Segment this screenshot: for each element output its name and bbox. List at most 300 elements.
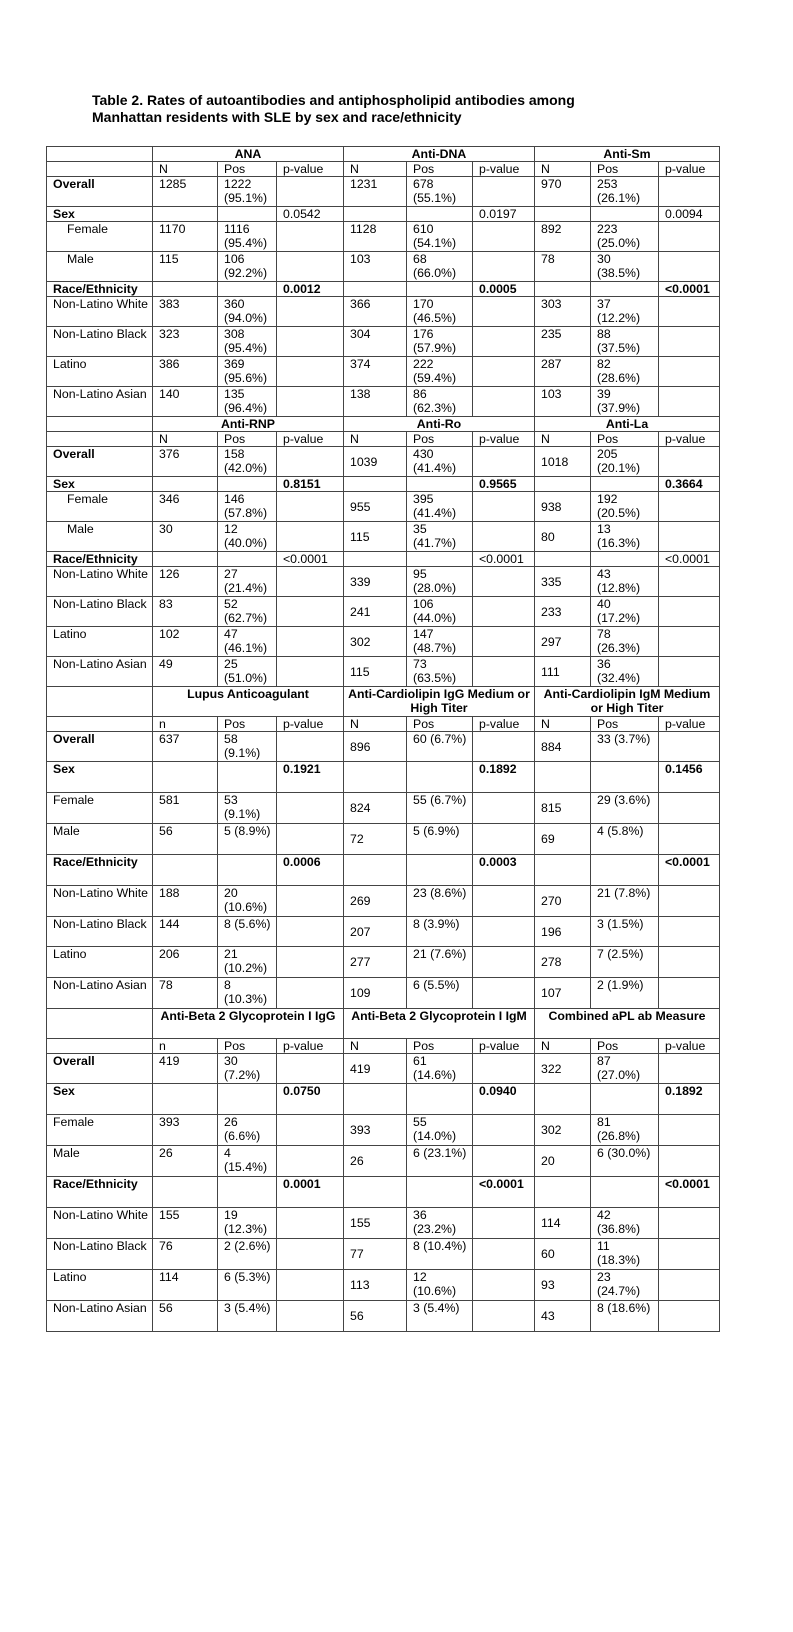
table-row (47, 978, 720, 1009)
table-title-line-2: Manhattan residents with SLE by sex and race/ethnicity (92, 109, 462, 125)
row-label: Sex (47, 477, 153, 492)
positive-cell: 53 (9.1%) (218, 793, 277, 824)
table-row (47, 327, 720, 357)
p-value-cell (277, 1301, 344, 1332)
positive-cell: 7 (2.5%) (591, 947, 659, 978)
positive-cell: 192 (20.5%) (591, 492, 659, 522)
positive-cell: 58 (9.1%) (218, 732, 277, 762)
column-subheader: N (344, 1039, 407, 1054)
count-cell: 376 (153, 447, 218, 477)
p-value-cell (473, 1301, 535, 1332)
p-value-cell: 0.0197 (473, 207, 535, 222)
column-subheader: N (344, 432, 407, 447)
p-value-cell (659, 947, 720, 978)
table-row (47, 1270, 720, 1301)
table-row (47, 1054, 720, 1084)
count-cell: 80 (535, 522, 591, 552)
positive-cell: 106 (92.2%) (218, 252, 277, 282)
p-value-cell (473, 824, 535, 855)
p-value-cell (659, 252, 720, 282)
positive-cell: 176 (57.9%) (407, 327, 473, 357)
p-value-cell (473, 327, 535, 357)
positive-cell: 395 (41.4%) (407, 492, 473, 522)
count-cell: 109 (344, 978, 407, 1009)
column-subheader: N (344, 717, 407, 732)
count-cell: 892 (535, 222, 591, 252)
column-subheader: Pos (218, 162, 277, 177)
positive-cell: 40 (17.2%) (591, 597, 659, 627)
positive-cell: 146 (57.8%) (218, 492, 277, 522)
positive-cell: 86 (62.3%) (407, 387, 473, 417)
positive-cell: 52 (62.7%) (218, 597, 277, 627)
count-cell: 43 (535, 1301, 591, 1332)
p-value-cell: <0.0001 (473, 1177, 535, 1208)
p-value-cell (277, 732, 344, 762)
table-row (47, 477, 720, 492)
positive-cell: 47 (46.1%) (218, 627, 277, 657)
table-row (47, 886, 720, 917)
table-row (47, 282, 720, 297)
table-title-line-1: Table 2. Rates of autoantibodies and antiphospholipid antibodies among (92, 92, 575, 108)
count-cell (153, 552, 218, 567)
row-label: Non-Latino White (47, 567, 153, 597)
p-value-cell (277, 597, 344, 627)
p-value-cell (277, 1146, 344, 1177)
count-cell: 235 (535, 327, 591, 357)
p-value-cell (277, 1239, 344, 1270)
p-value-cell (659, 1146, 720, 1177)
positive-cell: 158 (42.0%) (218, 447, 277, 477)
count-cell: 78 (535, 252, 591, 282)
count-cell: 323 (153, 327, 218, 357)
table-row (47, 1301, 720, 1332)
count-cell: 419 (153, 1054, 218, 1084)
p-value-cell (277, 978, 344, 1009)
positive-cell: 20 (10.6%) (218, 886, 277, 917)
blank-cell (47, 162, 153, 177)
p-value-cell: <0.0001 (277, 552, 344, 567)
count-cell: 302 (535, 1115, 591, 1146)
count-cell: 297 (535, 627, 591, 657)
count-cell: 346 (153, 492, 218, 522)
table-row (47, 447, 720, 477)
section-header-row (47, 1009, 720, 1039)
positive-cell: 5 (6.9%) (407, 824, 473, 855)
count-cell: 393 (153, 1115, 218, 1146)
column-subheader: N (535, 162, 591, 177)
count-cell: 93 (535, 1270, 591, 1301)
table-row (47, 597, 720, 627)
antibody-group-header: Anti-Cardiolipin IgM Medium or High Titer (535, 687, 720, 717)
positive-cell: 11 (18.3%) (591, 1239, 659, 1270)
count-cell: 1231 (344, 177, 407, 207)
p-value-cell (277, 387, 344, 417)
row-label: Female (47, 793, 153, 824)
count-cell: 269 (344, 886, 407, 917)
p-value-cell (659, 327, 720, 357)
antibody-group-header: Lupus Anticoagulant (153, 687, 344, 717)
count-cell (153, 855, 218, 886)
column-subheader: Pos (218, 1039, 277, 1054)
p-value-cell: 0.0005 (473, 282, 535, 297)
count-cell: 56 (153, 824, 218, 855)
positive-cell: 6 (30.0%) (591, 1146, 659, 1177)
count-cell: 60 (535, 1239, 591, 1270)
column-subheader: p-value (659, 1039, 720, 1054)
p-value-cell (659, 978, 720, 1009)
positive-cell: 68 (66.0%) (407, 252, 473, 282)
positive-cell: 43 (12.8%) (591, 567, 659, 597)
row-label: Non-Latino Black (47, 1239, 153, 1270)
count-cell: 241 (344, 597, 407, 627)
positive-cell: 78 (26.3%) (591, 627, 659, 657)
p-value-cell (473, 1239, 535, 1270)
count-cell (535, 855, 591, 886)
count-cell: 114 (153, 1270, 218, 1301)
count-cell: 322 (535, 1054, 591, 1084)
count-cell: 26 (344, 1146, 407, 1177)
positive-cell: 12 (10.6%) (407, 1270, 473, 1301)
count-cell: 207 (344, 917, 407, 947)
count-cell: 581 (153, 793, 218, 824)
count-cell (344, 1177, 407, 1208)
column-subheader: Pos (591, 432, 659, 447)
column-subheader: p-value (277, 162, 344, 177)
p-value-cell: 0.0003 (473, 855, 535, 886)
count-cell: 278 (535, 947, 591, 978)
positive-cell (218, 855, 277, 886)
p-value-cell: <0.0001 (473, 552, 535, 567)
count-cell: 114 (535, 1208, 591, 1239)
row-label: Race/Ethnicity (47, 552, 153, 567)
positive-cell: 369 (95.6%) (218, 357, 277, 387)
row-label: Latino (47, 947, 153, 978)
positive-cell: 222 (59.4%) (407, 357, 473, 387)
positive-cell: 12 (40.0%) (218, 522, 277, 552)
row-label: Non-Latino Asian (47, 657, 153, 687)
positive-cell: 42 (36.8%) (591, 1208, 659, 1239)
p-value-cell (659, 1301, 720, 1332)
positive-cell: 360 (94.0%) (218, 297, 277, 327)
p-value-cell (473, 492, 535, 522)
count-cell: 1170 (153, 222, 218, 252)
count-cell: 374 (344, 357, 407, 387)
table-row (47, 1146, 720, 1177)
column-subheader-row (47, 432, 720, 447)
p-value-cell (473, 978, 535, 1009)
count-cell: 196 (535, 917, 591, 947)
count-cell: 103 (344, 252, 407, 282)
column-subheader: n (153, 717, 218, 732)
p-value-cell (473, 1115, 535, 1146)
count-cell (535, 762, 591, 793)
count-cell: 155 (344, 1208, 407, 1239)
positive-cell: 30 (38.5%) (591, 252, 659, 282)
count-cell: 76 (153, 1239, 218, 1270)
p-value-cell (659, 357, 720, 387)
count-cell (344, 552, 407, 567)
count-cell: 72 (344, 824, 407, 855)
count-cell: 107 (535, 978, 591, 1009)
positive-cell: 29 (3.6%) (591, 793, 659, 824)
table-row (47, 824, 720, 855)
row-label: Non-Latino Asian (47, 387, 153, 417)
table-row (47, 917, 720, 947)
count-cell: 233 (535, 597, 591, 627)
positive-cell (407, 762, 473, 793)
positive-cell: 8 (18.6%) (591, 1301, 659, 1332)
positive-cell: 4 (15.4%) (218, 1146, 277, 1177)
positive-cell: 95 (28.0%) (407, 567, 473, 597)
p-value-cell (277, 1115, 344, 1146)
count-cell: 115 (344, 657, 407, 687)
positive-cell: 170 (46.5%) (407, 297, 473, 327)
column-subheader: p-value (659, 162, 720, 177)
column-subheader: Pos (591, 1039, 659, 1054)
count-cell: 386 (153, 357, 218, 387)
p-value-cell (473, 1146, 535, 1177)
count-cell (535, 1177, 591, 1208)
count-cell: 304 (344, 327, 407, 357)
positive-cell: 81 (26.8%) (591, 1115, 659, 1146)
count-cell (153, 477, 218, 492)
count-cell: 339 (344, 567, 407, 597)
p-value-cell (659, 222, 720, 252)
p-value-cell (659, 1054, 720, 1084)
p-value-cell (277, 177, 344, 207)
positive-cell: 37 (12.2%) (591, 297, 659, 327)
count-cell: 138 (344, 387, 407, 417)
positive-cell: 27 (21.4%) (218, 567, 277, 597)
count-cell: 102 (153, 627, 218, 657)
p-value-cell (473, 793, 535, 824)
table-row (47, 552, 720, 567)
count-cell: 78 (153, 978, 218, 1009)
positive-cell (218, 282, 277, 297)
p-value-cell: 0.0001 (277, 1177, 344, 1208)
table-row (47, 1208, 720, 1239)
p-value-cell (277, 447, 344, 477)
column-subheader-row (47, 1039, 720, 1054)
positive-cell: 1116 (95.4%) (218, 222, 277, 252)
row-label: Sex (47, 762, 153, 793)
count-cell (535, 477, 591, 492)
table-row (47, 1115, 720, 1146)
column-subheader: Pos (407, 162, 473, 177)
column-subheader: N (535, 1039, 591, 1054)
positive-cell: 21 (7.8%) (591, 886, 659, 917)
positive-cell (407, 855, 473, 886)
count-cell (153, 1177, 218, 1208)
p-value-cell (473, 1270, 535, 1301)
positive-cell: 23 (24.7%) (591, 1270, 659, 1301)
positive-cell: 430 (41.4%) (407, 447, 473, 477)
p-value-cell: <0.0001 (659, 855, 720, 886)
p-value-cell (659, 1115, 720, 1146)
row-label: Male (47, 824, 153, 855)
positive-cell (407, 552, 473, 567)
corner-cell (47, 417, 153, 432)
row-label: Race/Ethnicity (47, 1177, 153, 1208)
count-cell (344, 855, 407, 886)
p-value-cell (659, 1239, 720, 1270)
count-cell (535, 207, 591, 222)
positive-cell (591, 477, 659, 492)
count-cell: 383 (153, 297, 218, 327)
row-label: Overall (47, 447, 153, 477)
column-subheader: p-value (277, 1039, 344, 1054)
p-value-cell (277, 522, 344, 552)
p-value-cell (277, 1054, 344, 1084)
column-subheader: p-value (277, 717, 344, 732)
positive-cell (407, 1084, 473, 1115)
positive-cell: 6 (5.5%) (407, 978, 473, 1009)
column-subheader: N (535, 432, 591, 447)
p-value-cell (659, 522, 720, 552)
p-value-cell (277, 824, 344, 855)
positive-cell: 253 (26.1%) (591, 177, 659, 207)
p-value-cell (277, 492, 344, 522)
column-subheader-row (47, 162, 720, 177)
column-subheader: N (153, 162, 218, 177)
positive-cell: 33 (3.7%) (591, 732, 659, 762)
count-cell (153, 282, 218, 297)
positive-cell: 106 (44.0%) (407, 597, 473, 627)
positive-cell: 6 (23.1%) (407, 1146, 473, 1177)
count-cell (344, 477, 407, 492)
positive-cell: 147 (48.7%) (407, 627, 473, 657)
column-subheader: N (535, 717, 591, 732)
positive-cell: 25 (51.0%) (218, 657, 277, 687)
p-value-cell (659, 387, 720, 417)
p-value-cell: 0.0006 (277, 855, 344, 886)
p-value-cell: 0.0940 (473, 1084, 535, 1115)
column-subheader: p-value (473, 432, 535, 447)
positive-cell (407, 1177, 473, 1208)
table-title (92, 92, 732, 126)
antibody-group-header: Anti-Cardiolipin IgG Medium or High Titer (344, 687, 535, 717)
count-cell: 111 (535, 657, 591, 687)
count-cell: 188 (153, 886, 218, 917)
column-subheader: Pos (591, 162, 659, 177)
positive-cell: 19 (12.3%) (218, 1208, 277, 1239)
table-row (47, 357, 720, 387)
positive-cell (218, 762, 277, 793)
count-cell: 1039 (344, 447, 407, 477)
row-label: Female (47, 222, 153, 252)
table-row (47, 567, 720, 597)
p-value-cell: 0.9565 (473, 477, 535, 492)
p-value-cell (659, 297, 720, 327)
positive-cell: 8 (10.3%) (218, 978, 277, 1009)
table-row (47, 627, 720, 657)
row-label: Latino (47, 627, 153, 657)
positive-cell: 30 (7.2%) (218, 1054, 277, 1084)
antibody-group-header: Anti-DNA (344, 147, 535, 162)
positive-cell: 3 (1.5%) (591, 917, 659, 947)
positive-cell: 61 (14.6%) (407, 1054, 473, 1084)
column-subheader: p-value (473, 717, 535, 732)
corner-cell (47, 1009, 153, 1039)
row-label: Overall (47, 1054, 153, 1084)
column-subheader: N (153, 432, 218, 447)
count-cell (535, 552, 591, 567)
table-row (47, 793, 720, 824)
table-row (47, 297, 720, 327)
row-label: Non-Latino White (47, 886, 153, 917)
p-value-cell (659, 597, 720, 627)
p-value-cell: 0.0012 (277, 282, 344, 297)
column-subheader: n (153, 1039, 218, 1054)
table-row (47, 222, 720, 252)
positive-cell (591, 552, 659, 567)
positive-cell: 26 (6.6%) (218, 1115, 277, 1146)
blank-cell (47, 717, 153, 732)
p-value-cell (473, 1208, 535, 1239)
count-cell: 815 (535, 793, 591, 824)
positive-cell: 87 (27.0%) (591, 1054, 659, 1084)
row-label: Female (47, 492, 153, 522)
positive-cell (218, 1177, 277, 1208)
positive-cell: 610 (54.1%) (407, 222, 473, 252)
count-cell (344, 762, 407, 793)
column-subheader: Pos (591, 717, 659, 732)
count-cell (153, 1084, 218, 1115)
blank-cell (47, 432, 153, 447)
blank-cell (47, 1039, 153, 1054)
count-cell: 103 (535, 387, 591, 417)
antibody-group-header: Anti-RNP (153, 417, 344, 432)
count-cell: 302 (344, 627, 407, 657)
positive-cell: 23 (8.6%) (407, 886, 473, 917)
table-row (47, 252, 720, 282)
count-cell: 955 (344, 492, 407, 522)
count-cell: 303 (535, 297, 591, 327)
p-value-cell (277, 252, 344, 282)
p-value-cell (473, 917, 535, 947)
count-cell: 277 (344, 947, 407, 978)
p-value-cell (659, 447, 720, 477)
p-value-cell (473, 886, 535, 917)
positive-cell: 5 (8.9%) (218, 824, 277, 855)
row-label: Latino (47, 1270, 153, 1301)
p-value-cell: 0.0750 (277, 1084, 344, 1115)
p-value-cell: 0.0094 (659, 207, 720, 222)
corner-cell (47, 147, 153, 162)
p-value-cell (277, 297, 344, 327)
positive-cell (218, 207, 277, 222)
positive-cell: 308 (95.4%) (218, 327, 277, 357)
p-value-cell (473, 522, 535, 552)
positive-cell: 35 (41.7%) (407, 522, 473, 552)
p-value-cell (473, 567, 535, 597)
count-cell: 56 (344, 1301, 407, 1332)
p-value-cell (659, 793, 720, 824)
p-value-cell: 0.0542 (277, 207, 344, 222)
p-value-cell (659, 917, 720, 947)
count-cell: 419 (344, 1054, 407, 1084)
p-value-cell: 0.1921 (277, 762, 344, 793)
count-cell (344, 1084, 407, 1115)
p-value-cell: <0.0001 (659, 552, 720, 567)
antibody-group-header: Combined aPL ab Measure (535, 1009, 720, 1039)
p-value-cell (473, 1054, 535, 1084)
column-subheader: p-value (473, 162, 535, 177)
positive-cell: 13 (16.3%) (591, 522, 659, 552)
row-label: Non-Latino Black (47, 327, 153, 357)
row-label: Race/Ethnicity (47, 855, 153, 886)
p-value-cell (277, 567, 344, 597)
